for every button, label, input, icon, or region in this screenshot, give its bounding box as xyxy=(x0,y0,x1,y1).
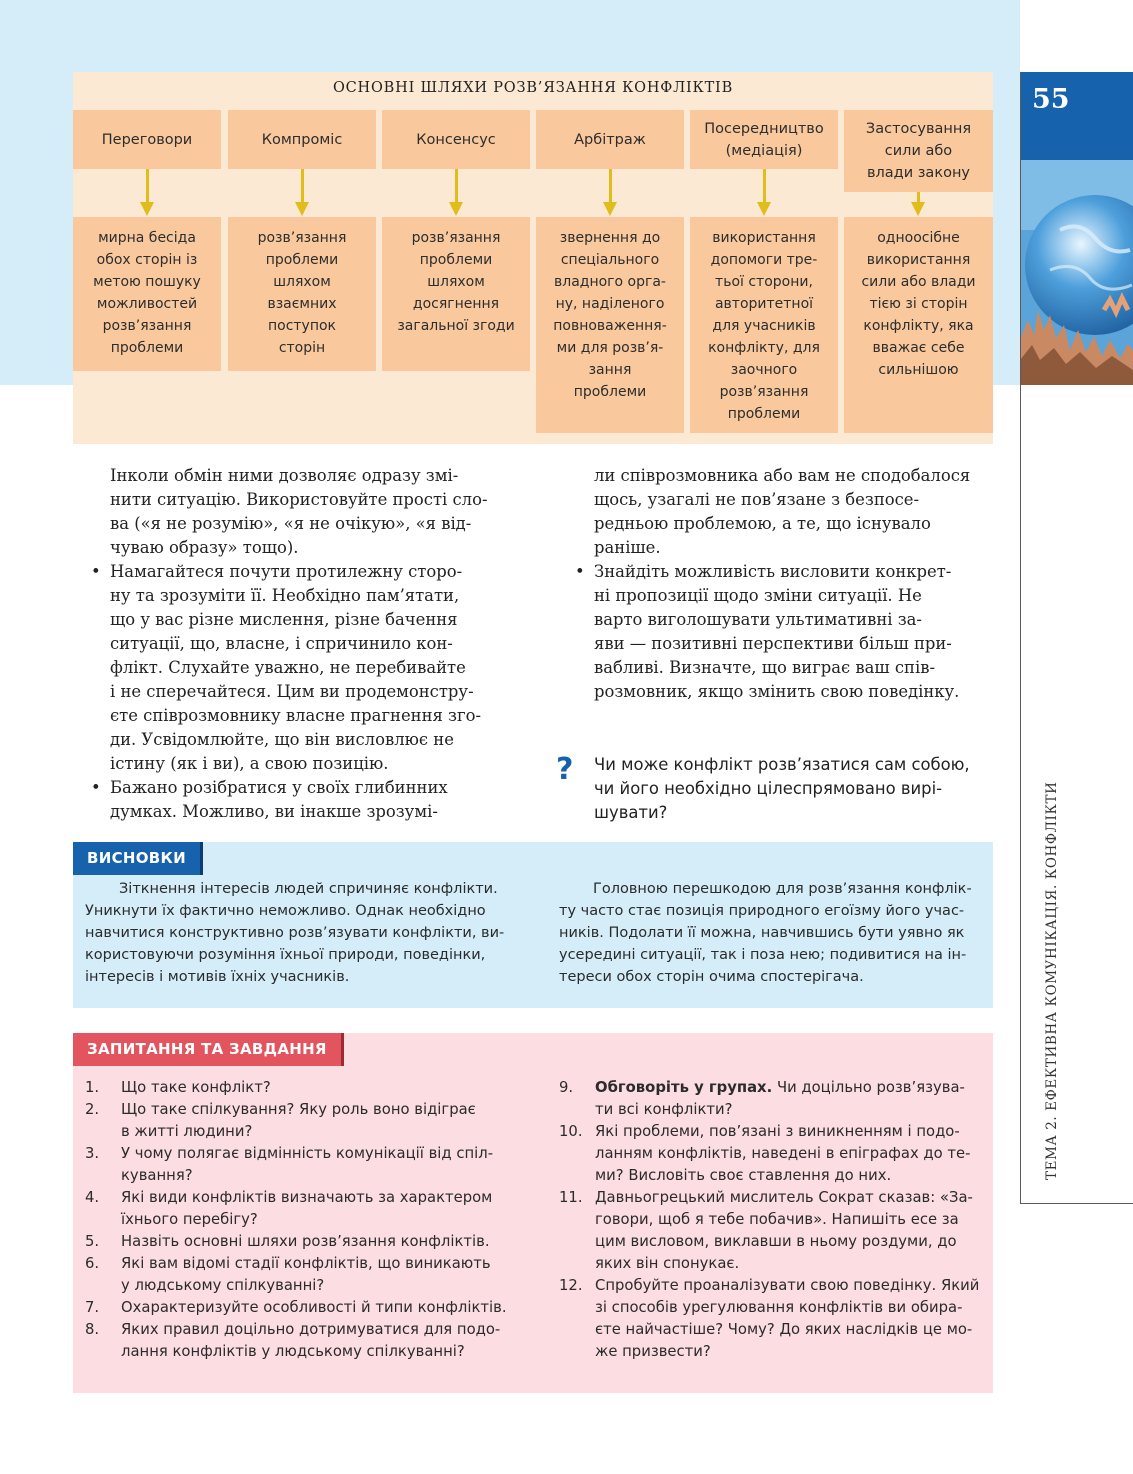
bullet-icon: • xyxy=(91,562,101,581)
task-item: 6. Які вам відомі стадії конфліктів, що виникають у людському спілкуванні? xyxy=(85,1255,491,1294)
arrow-down-icon xyxy=(295,169,309,216)
method-desc-mediation: використання допомоги тре- тьої сторони, авторитетної для учасників конфлікту, для заочного розв’язання проблеми xyxy=(690,217,838,433)
task-item: 1. Що таке конфлікт? xyxy=(85,1079,271,1096)
question-icon: ? xyxy=(556,752,574,787)
task-item: 10. Які проблеми, пов’язані з виникненням і подо- ланням конфліктів, наведені в епіграфах до те- ми? Висловіть своє ставлення до них. xyxy=(559,1123,971,1184)
task-item: 12. Спробуйте проаналізувати свою поведінку. Який зі способів урегулювання конфліктів ви обира- єте найчастіше? Чому? До яких наслідків це мо- же призвести? xyxy=(559,1277,980,1360)
method-header-arbitration: Арбітраж xyxy=(536,110,684,169)
bullet-item: • Намагайтеся почути протилежну сторо- ну та зрозуміти її. Необхідно пам’ятати, що у вас різне мислення, різне бачення ситуації, що, власне, і спричинило кон- флікт. Слухайте уважно, не перебивайте і не сперечайтеся. Цим ви продемонстру- єте співрозмовнику власне прагнення зго- ди. Усвідомлюйте, що він висловлює не істину (як і ви), а свою позицію. xyxy=(91,562,481,773)
task-emphasis: Обговоріть у групах. xyxy=(595,1079,773,1096)
conclusions-section xyxy=(73,842,993,1008)
method-desc-compromise: розв’язання проблеми шляхом взаємних поступок сторін xyxy=(228,217,376,371)
page-number-box xyxy=(1020,72,1133,160)
bullet-icon: • xyxy=(91,778,101,797)
method-header-compromise: Компроміс xyxy=(228,110,376,169)
task-item: 7. Охарактеризуйте особливості й типи конфліктів. xyxy=(85,1299,507,1316)
diagram-title: ОСНОВНІ ШЛЯХИ РОЗВ’ЯЗАННЯ КОНФЛІКТІВ xyxy=(332,80,734,96)
task-item: 2. Що таке спілкування? Яку роль воно відіграє в житті людини? xyxy=(85,1101,476,1140)
task-item: 8. Яких правил доцільно дотримуватися для подо- лання конфліктів у людському спілкуванні? xyxy=(85,1321,501,1360)
arrow-down-icon xyxy=(140,169,154,216)
arrow-down-icon xyxy=(757,169,771,216)
method-desc-force: одноосібне використання сили або влади тією зі сторін конфлікту, яка вважає себе сильнішою xyxy=(844,217,993,433)
body-right-column xyxy=(557,464,992,704)
arrow-down-icon xyxy=(603,169,617,216)
method-desc-consensus: розв’язання проблеми шляхом досягнення загальної згоди xyxy=(382,217,530,371)
arrow-down-icon xyxy=(449,169,463,216)
method-header-mediation: Посередництво (медіація) xyxy=(690,110,838,169)
method-desc-arbitration: звернення до спеціального владного орга- ну, наділеного повноваження- ми для розв’я- зання проблеми xyxy=(536,217,684,433)
tasks-left-list xyxy=(73,1077,509,1363)
method-header-force: Застосування сили або влади закону xyxy=(844,110,993,192)
body-paragraph: Інколи обмін ними дозволяє одразу змі- нити ситуацію. Використовуйте прості сло- ва («я не розумію», «я не очікую», «я від- чуваю образу» тощо). xyxy=(110,466,488,557)
method-header-negotiations: Переговори xyxy=(73,110,221,169)
body-left-column xyxy=(73,464,508,824)
bullet-icon: • xyxy=(575,562,585,581)
conclusions-right-text: Головною перешкодою для розв’язання конфлік- ту часто стає позиція природного егоїзму його учас- ників. Подолати її можна, навчившись бути уявно як усередині ситуації, так і поза нею; подивитися на ін- тереси обох сторін очима спостерігача. xyxy=(559,881,972,985)
task-item: 9. Обговоріть у групах. Чи доцільно розв’язува- ти всі конфлікти? xyxy=(559,1079,965,1118)
task-item: 4. Які види конфліктів визначають за характером їхнього перебігу? xyxy=(85,1189,493,1228)
discussion-question: Чи може конфлікт розв’язатися сам собою, чи його необхідно цілеспрямовано вирі- шувати? xyxy=(594,755,970,822)
task-item: 5. Назвіть основні шляхи розв’язання конфліктів. xyxy=(85,1233,490,1250)
task-item: 3. У чому полягає відмінність комунікації від спіл- кування? xyxy=(85,1145,494,1184)
tasks-right-list xyxy=(547,1077,983,1363)
method-header-consensus: Консенсус xyxy=(382,110,530,169)
globe-hands-photo xyxy=(1020,160,1133,385)
bullet-item: • Знайдіть можливість висловити конкрет- ні пропозиції щодо зміни ситуації. Не варто виголошувати ультимативні за- яви — позитивні перспективи більш при- вабливі. Визначте, що виграє ваш спів- розмовник, якщо змінить свою поведінку. xyxy=(575,562,960,701)
bullet-item: • Бажано розібратися у своїх глибинних думках. Можливо, ви інакше зрозумі- xyxy=(91,778,448,821)
task-item: 11. Давньогрецький мислитель Сократ сказав: «За- говори, щоб я тебе побачив». Напишіть есе за цим висловом, виклавши в ньому роздуми, до яких він спонукає. xyxy=(559,1189,973,1272)
tasks-label: ЗАПИТАННЯ ТА ЗАВДАННЯ xyxy=(73,1033,341,1066)
section-side-title: ТЕМА 2. ЕФЕКТИВНА КОМУНІКАЦІЯ. КОНФЛІКТИ xyxy=(1044,781,1060,1180)
page-number: 55 xyxy=(1032,84,1070,115)
body-paragraph: ли співрозмовника або вам не сподобалося щось, узагалі не пов’язане з безпосе- редньою проблемою, а те, що існувало раніше. xyxy=(594,466,971,557)
conclusions-left-text: Зіткнення інтересів людей спричиняє конфлікти. Уникнути їх фактично неможливо. Однак необхідно навчитися конструктивно розв’язувати конфлікти, ви- користовуючи розуміння їхньої природи, поведінки, інтересів і мотивів їхніх учасників. xyxy=(85,881,505,985)
conflict-resolution-diagram xyxy=(73,72,993,444)
margin-rule-bottom xyxy=(1020,1203,1133,1204)
margin-rule xyxy=(1020,72,1021,1204)
globe-hands-illustration xyxy=(1020,160,1133,385)
conclusions-label: ВИСНОВКИ xyxy=(73,842,200,875)
questions-tasks-section xyxy=(73,1033,993,1393)
method-desc-negotiations: мирна бесіда обох сторін із метою пошуку можливостей розв’язання проблеми xyxy=(73,217,221,371)
arrow-down-icon xyxy=(911,192,925,216)
